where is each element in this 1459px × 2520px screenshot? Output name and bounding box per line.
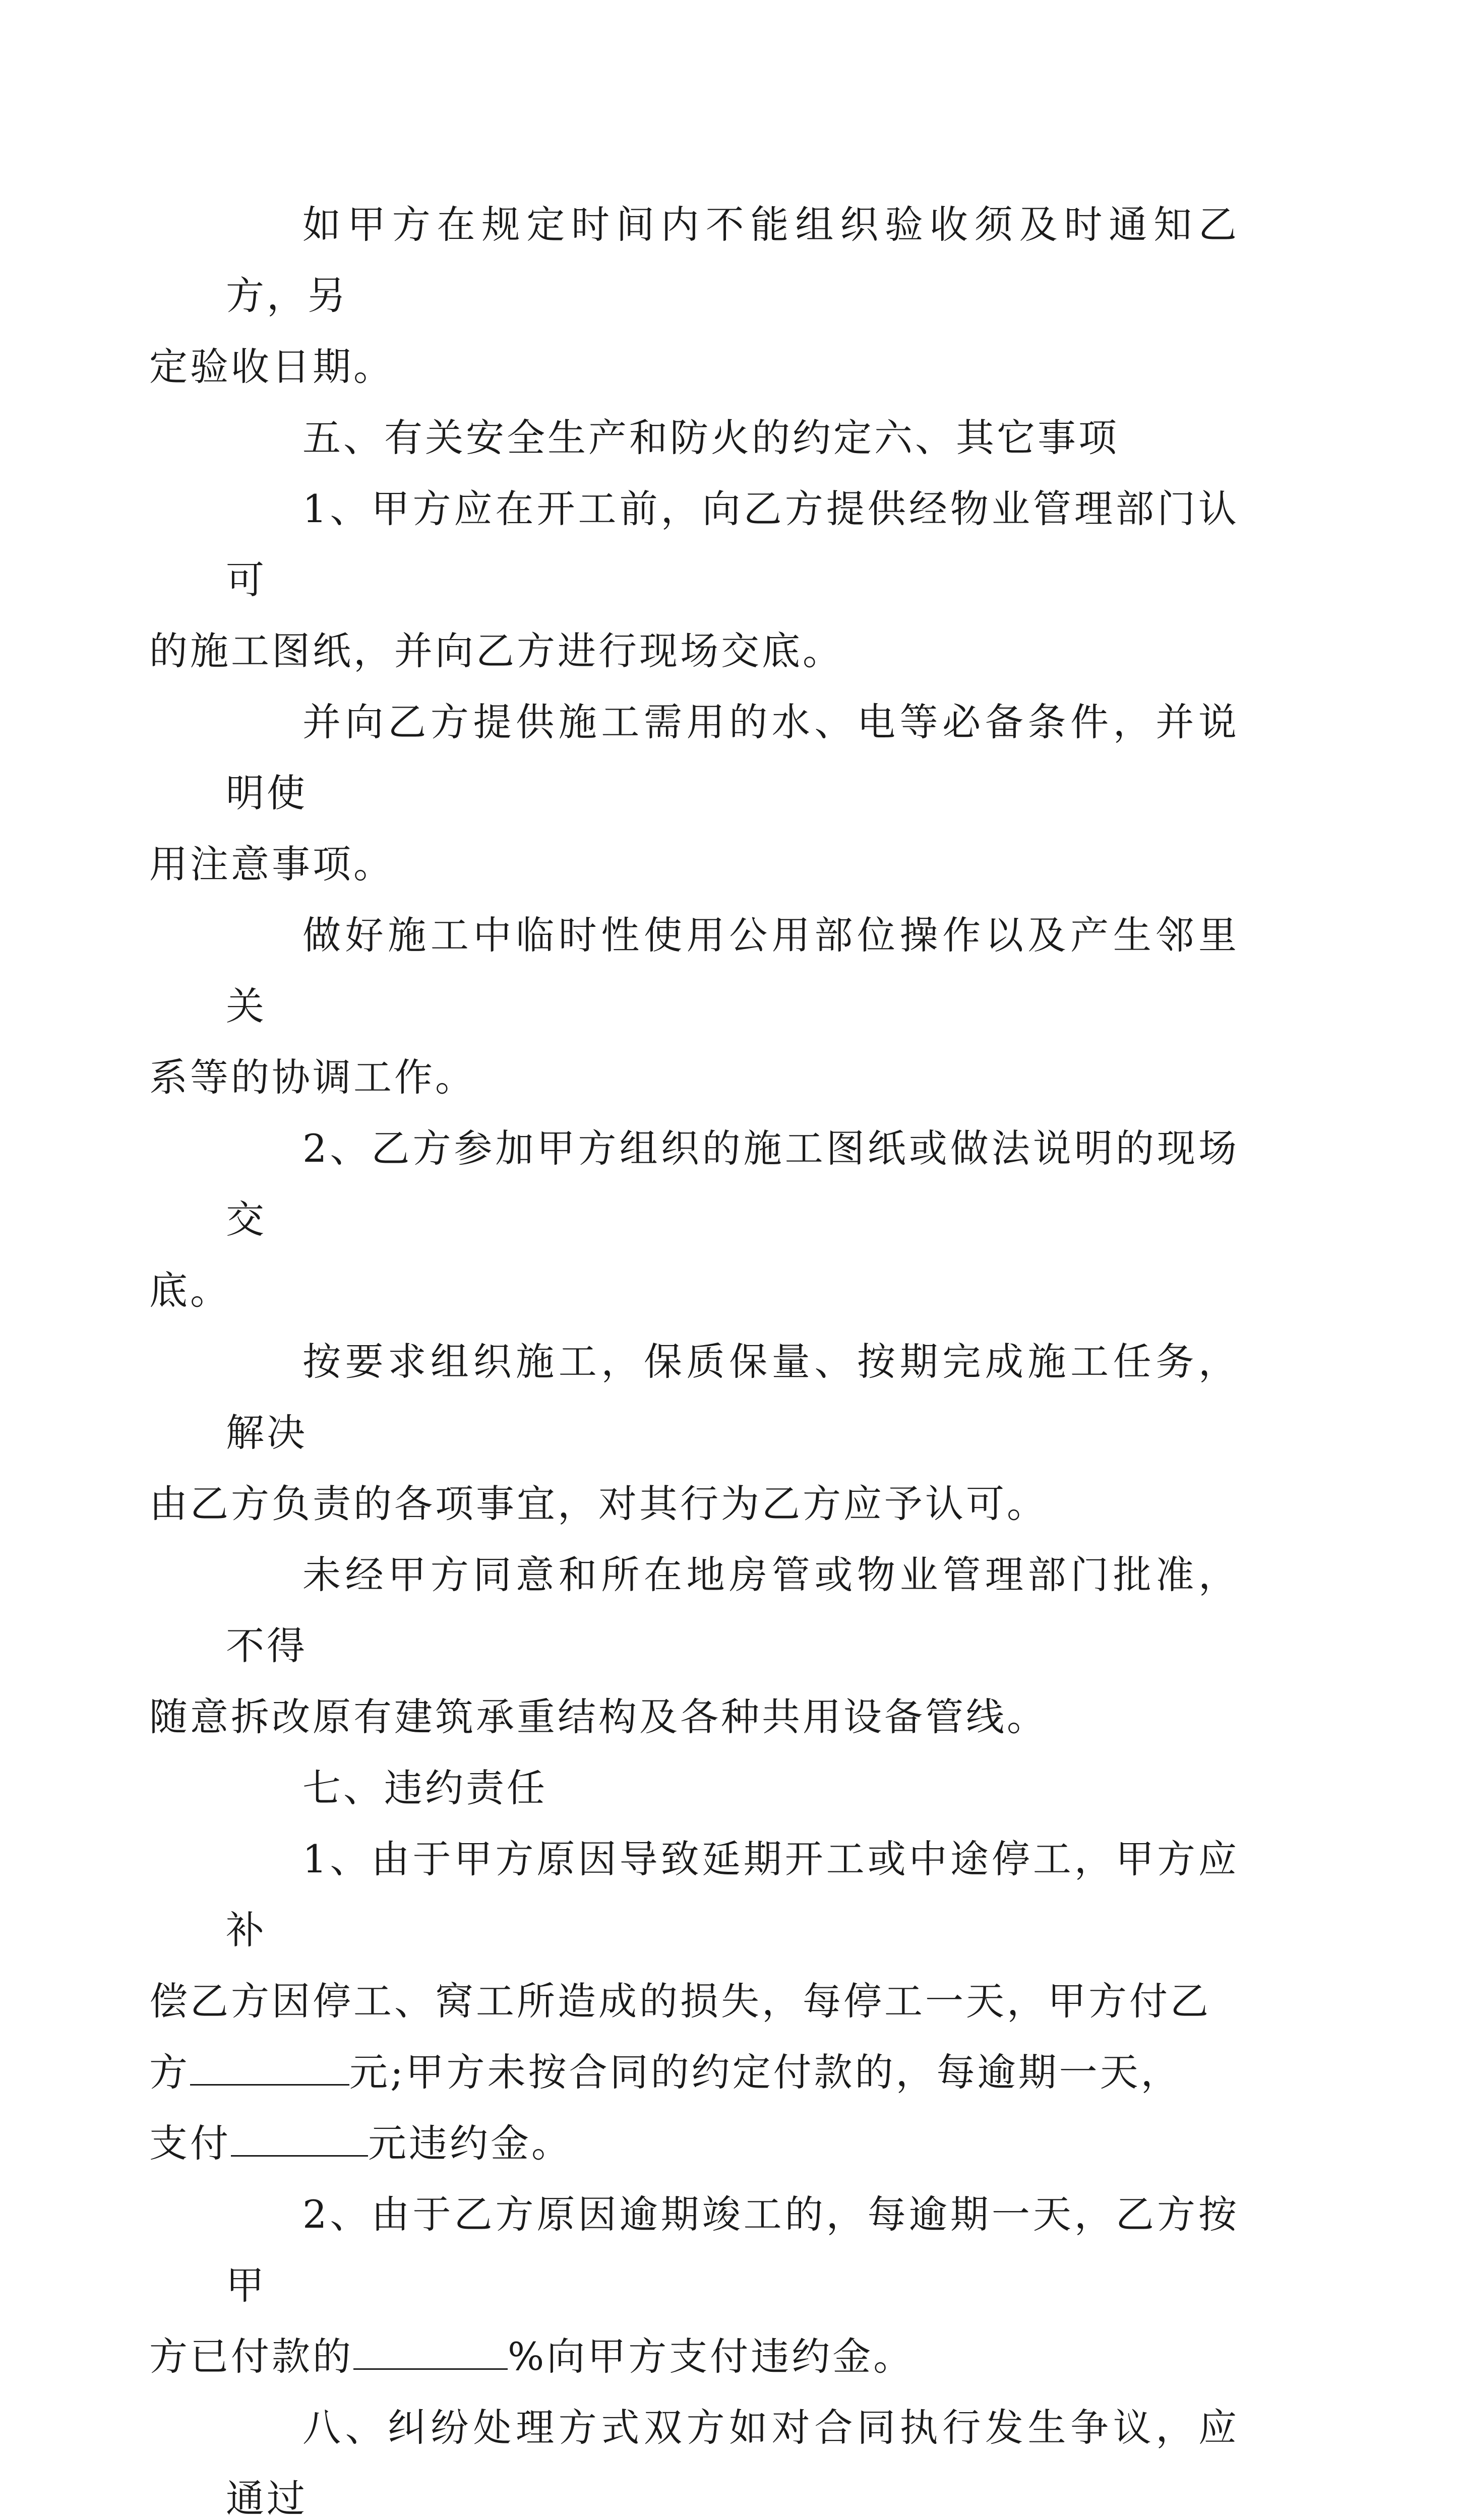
paragraph-acceptance-notice <box>149 189 1239 402</box>
text-line: 2、由于乙方原因逾期竣工的，每逾期一天，乙方按甲 <box>226 2192 1239 2308</box>
text-line: 定验收日期。 <box>149 344 394 389</box>
text-line: 按要求组织施工，保质保量、按期完成施工任务，解决 <box>226 1339 1239 1455</box>
paragraph-liability-clause-2 <box>149 2179 1239 2392</box>
blank-amount-field[interactable] <box>231 2124 368 2157</box>
text-line: 做好施工中临时性使用公用部位操作以及产生邻里关 <box>226 913 1239 1029</box>
text-line: %向甲方支付违约金。 <box>508 2334 915 2379</box>
paragraph-structural-restrictions <box>149 1539 1239 1752</box>
text-line: 2、乙方参加甲方组织的施工图纸或做法说明的现场交 <box>226 1126 1239 1242</box>
text-line-prefix: 支付 <box>149 2121 231 2166</box>
section-heading-liability <box>226 1752 1239 1823</box>
blank-amount-field[interactable] <box>190 2053 349 2086</box>
paragraph-construction-requirements <box>149 1326 1239 1539</box>
text-line: 系等的协调工作。 <box>149 1055 476 1100</box>
text-line: 1、由于甲方原因导致延期开工或中途停工，甲方应补 <box>226 1837 1239 1952</box>
text-line: 的施工图纸，并向乙方进行现场交底。 <box>149 628 843 673</box>
paragraph-liability-clause-1 <box>149 1823 1239 2179</box>
text-line: 并向乙方提供施工需用的水、电等必备条件，并说明使 <box>226 700 1239 815</box>
paragraph-clause-1 <box>149 473 1239 686</box>
text-line: 偿乙方因停工、窝工所造成的损失，每停工一天，甲方付乙 <box>149 1979 1211 2024</box>
text-line: 1、甲方应在开工前，向乙方提供经物业管理部门认可 <box>226 486 1239 602</box>
text-line: 元违约金。 <box>368 2121 572 2166</box>
text-line: 未经甲方同意和所在地房管或物业管理部门批准，不得 <box>226 1552 1239 1668</box>
text-line: 由乙方负责的各项事宜，对其行为乙方应予认可。 <box>149 1481 1048 1526</box>
text-line: 七、违约责任 <box>302 1766 548 1810</box>
paragraph-utilities <box>149 686 1239 900</box>
paragraph-coordination <box>149 900 1239 1113</box>
paragraph-dispute-resolution <box>226 2392 1239 2520</box>
blank-percent-field[interactable] <box>353 2337 508 2370</box>
section-heading-safety <box>226 402 1239 473</box>
text-line: 随意拆改原有建筑承重结构及各种共用设备管线。 <box>149 1694 1048 1739</box>
document-page <box>149 189 1239 2520</box>
text-line: 五、有关安全生产和防火的约定六、其它事项 <box>302 415 1119 460</box>
text-line-prefix: 方已付款的 <box>149 2334 353 2379</box>
text-line: 用注意事项。 <box>149 842 394 887</box>
text-line: 底。 <box>149 1268 231 1313</box>
text-line: 八、纠纷处理方式双方如对合同执行发生争议，应通过 <box>226 2405 1239 2520</box>
text-line: 如甲方在规定时间内不能组织验收须及时通知乙方，另 <box>226 202 1239 318</box>
text-line-prefix: 方 <box>149 2050 190 2095</box>
text-line: 元;甲方未按合同的约定付款的，每逾期一天， <box>349 2050 1182 2095</box>
paragraph-clause-2 <box>149 1113 1239 1326</box>
